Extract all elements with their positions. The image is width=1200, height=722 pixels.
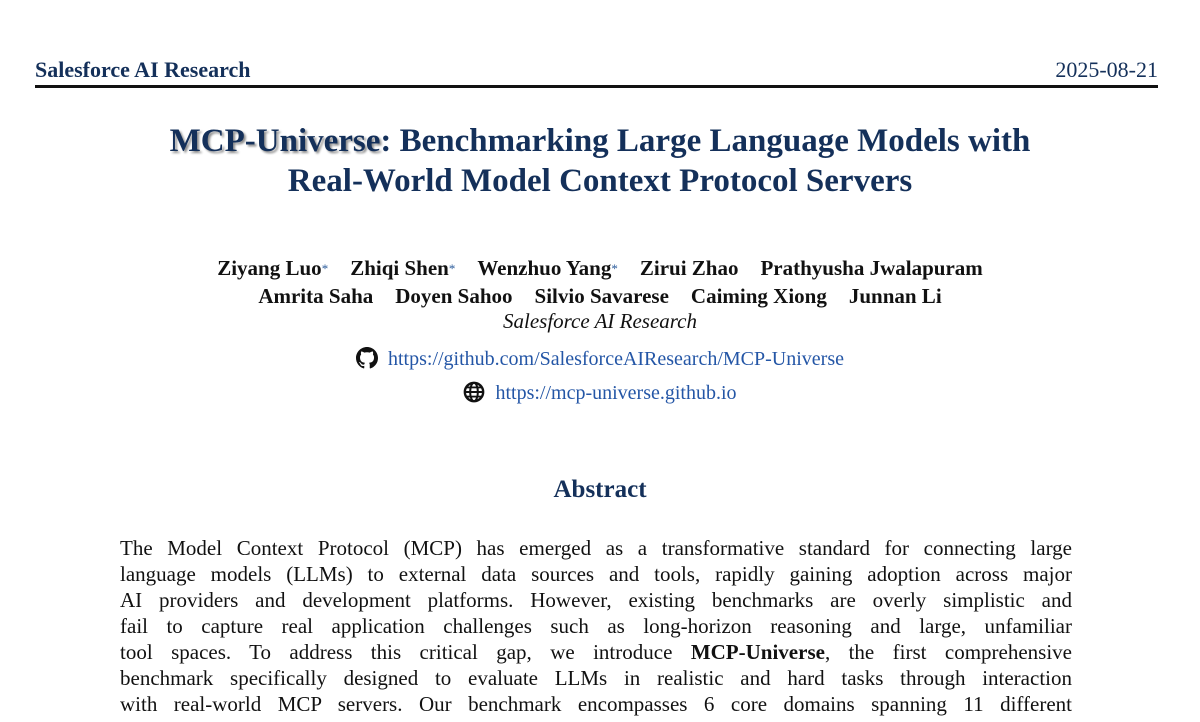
equal-contribution-mark: * [611,261,618,276]
abstract-line [120,587,1072,613]
author-name-text: Wenzhuo Yang [477,256,612,280]
globe-icon [463,381,485,403]
paper-title [0,121,1200,201]
author-row-2 [0,282,1200,310]
author-name [535,282,669,310]
abstract-line [120,561,1072,587]
author-name [760,254,982,282]
author-name-text: Caiming Xiong [690,284,827,308]
author-name-text: Doyen Sahoo [395,284,513,308]
author-name-text: Amrita Saha [258,284,374,308]
author-name [640,254,739,282]
title-line-2: Real-World Model Context Protocol Servers [287,163,913,199]
abstract-line [120,639,1072,665]
abstract-line [120,613,1072,639]
abstract-text: fail to capture real application challenges such as long-horizon reasoning and large, unfamiliar [120,614,1072,638]
equal-contribution-mark: * [321,261,329,276]
author-name [477,254,618,282]
header-organization: Salesforce AI Research [35,57,251,82]
abstract-text: with real-world MCP servers. Our benchmark encompasses 6 core domains spanning 11 different [120,692,1072,716]
author-name-text: Zirui Zhao [639,256,739,280]
abstract-line [120,665,1072,691]
github-link-row [0,345,1200,373]
abstract-text: benchmark specifically designed to evaluate LLMs in realistic and hard tasks through interaction [120,666,1072,690]
affiliation: Salesforce AI Research [503,309,697,333]
abstract-line [120,535,1072,561]
author-name [395,282,512,310]
github-icon [356,347,378,369]
header-date: 2025-08-21 [1055,57,1158,82]
github-url-link[interactable]: https://github.com/SalesforceAIResearch/MCP-Universe [387,348,844,370]
abstract-body [120,535,1072,717]
author-name [849,282,942,310]
author-name-text: Silvio Savarese [534,284,669,308]
author-name-text: Junnan Li [848,284,942,308]
author-name-text: Zhiqi Shen [350,256,449,280]
equal-contribution-mark: * [448,261,456,276]
abstract-heading: Abstract [553,476,647,503]
author-name [258,282,373,310]
title-line-1-rest: : Benchmarking Large Language Models with [380,123,1031,159]
website-link-row [0,379,1200,407]
author-row-1 [0,254,1200,282]
author-name [217,254,328,282]
page-header [35,56,1158,88]
abstract-bold-term: MCP-Universe [690,640,825,664]
website-url-link[interactable]: https://mcp-universe.github.io [495,382,737,404]
author-name [691,282,827,310]
title-brand: MCP-Universe [169,123,381,159]
abstract-text: tool spaces. To address this critical gap, we introduce [120,640,691,664]
title-line-1 [0,121,1200,161]
abstract-text: , the first comprehensive [824,640,1072,664]
author-name-text: Ziyang Luo [217,256,322,280]
abstract-text: language models (LLMs) to external data sources and tools, rapidly gaining adoption across major [120,562,1072,586]
author-list [0,254,1200,310]
author-name-text: Prathyusha Jwalapuram [760,256,983,280]
abstract-text: The Model Context Protocol (MCP) has emerged as a transformative standard for connecting large [120,536,1072,560]
abstract-line [120,691,1072,717]
abstract-text: AI providers and development platforms. However, existing benchmarks are overly simplistic and [120,588,1072,612]
author-name [350,254,455,282]
